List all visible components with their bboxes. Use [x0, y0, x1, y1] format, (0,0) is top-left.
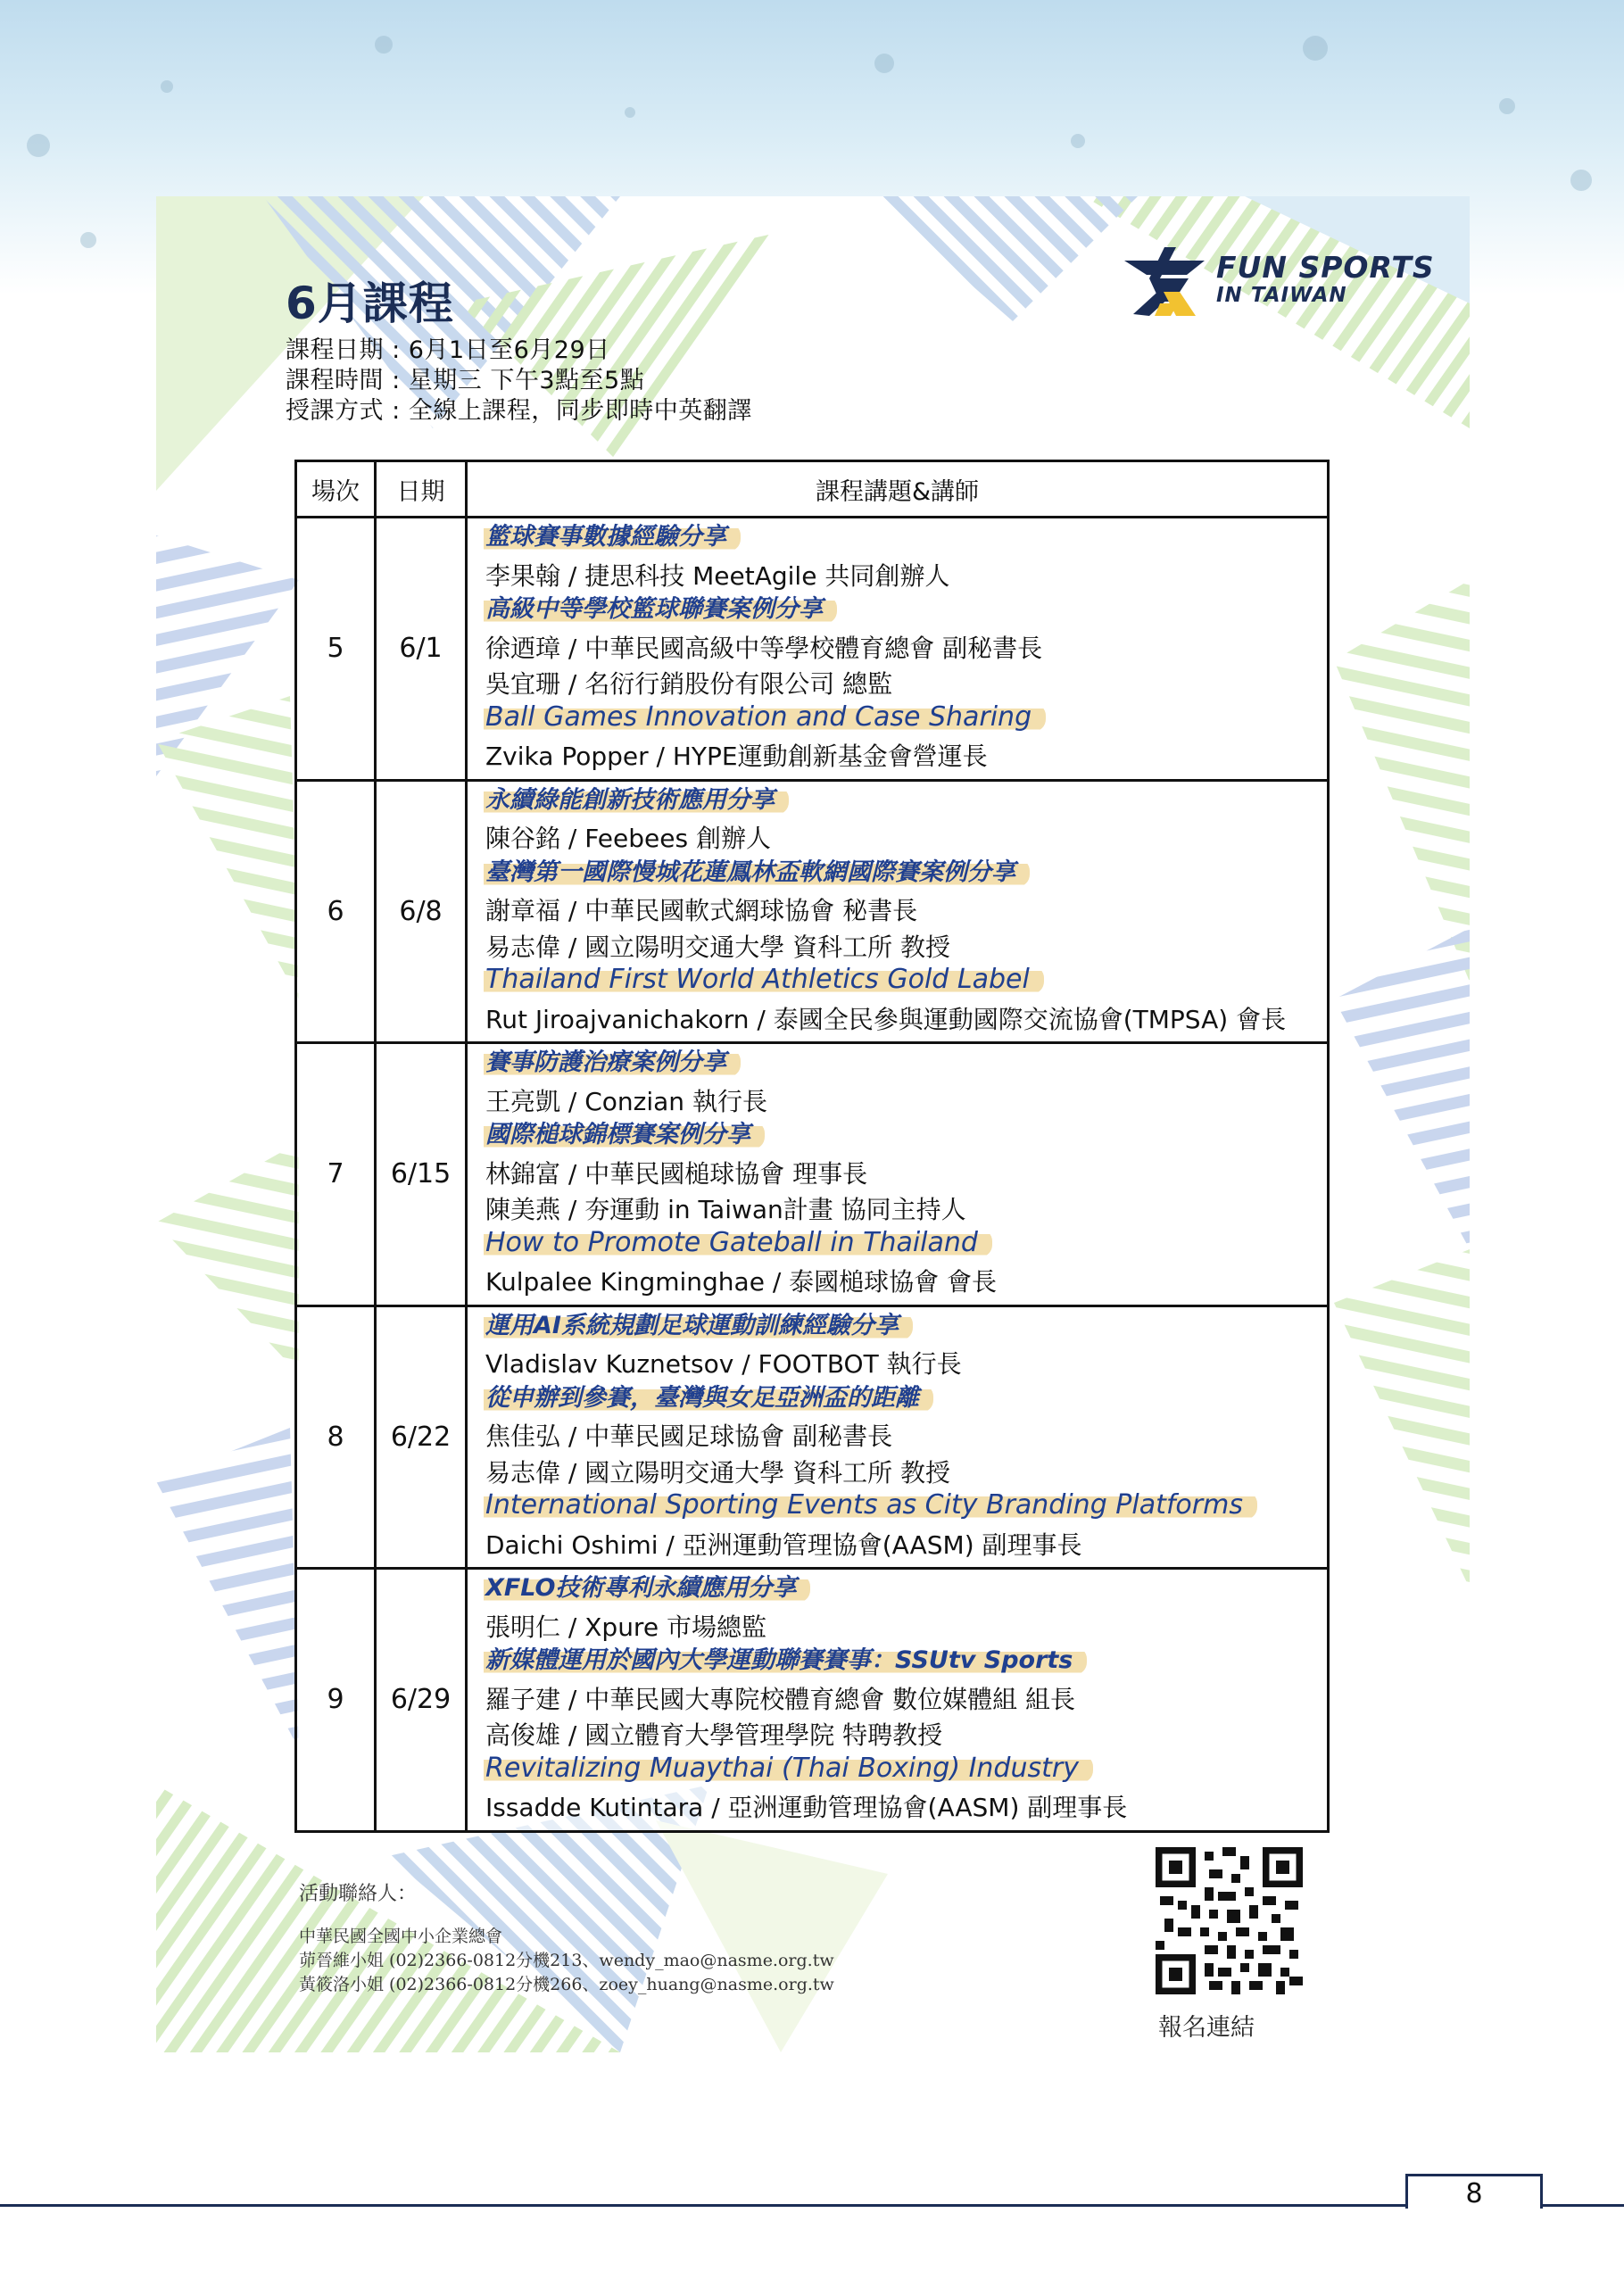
- speaker: 林錦富 / 中華民國槌球協會 理事長: [485, 1158, 868, 1189]
- topic-title-english: International Sporting Events as City Branding Platforms: [484, 1491, 1257, 1520]
- session-date: 6/22: [376, 1305, 467, 1569]
- topic-title-english: Revitalizing Muaythai (Thai Boxing) Industry: [484, 1754, 1093, 1783]
- topic-title: 臺灣第一國際慢城花蓮鳳林盃軟網國際賽案例分享: [484, 858, 1030, 887]
- contact-title: 活動聯絡人：: [299, 1883, 418, 1905]
- speaker: Kulpalee Kingminghae / 泰國槌球協會 會長: [485, 1267, 998, 1297]
- session-date: 6/1: [376, 518, 467, 781]
- topic-title: 賽事防護治療案例分享: [484, 1049, 741, 1077]
- course-date: 課程日期 : 6月1日至6月29日: [286, 336, 610, 364]
- session-topics: [467, 1043, 1329, 1306]
- session-number: 9: [296, 1569, 376, 1832]
- table-row: [296, 780, 1329, 1043]
- topic-title: 永續綠能創新技術應用分享: [484, 786, 789, 815]
- course-time: 課程時間 : 星期三 下午3點至5點: [286, 367, 645, 394]
- session-date: 6/15: [376, 1043, 467, 1306]
- topic-title-english: How to Promote Gateball in Thailand: [484, 1229, 992, 1257]
- logo-line-2: IN TAIWAN: [1216, 284, 1347, 307]
- topic-title: 國際槌球錦標賽案例分享: [484, 1121, 765, 1149]
- header-topics: 課程講題&講師: [467, 461, 1329, 518]
- speaker: 吳宜珊 / 名衍行銷股份有限公司 總監: [485, 669, 893, 699]
- header-date: 日期: [376, 461, 467, 518]
- contact-organization: 中華民國全國中小企業總會: [299, 1927, 503, 1946]
- topic-title: 運用AI系統規劃足球運動訓練經驗分享: [484, 1312, 913, 1340]
- qr-code-icon[interactable]: [1156, 1847, 1303, 1994]
- speaker: 焦佳弘 / 中華民國足球協會 副秘書長: [485, 1422, 893, 1451]
- footer-line: [0, 2204, 1624, 2207]
- speaker: Vladislav Kuznetsov / FOOTBOT 執行長: [485, 1349, 962, 1379]
- session-number: 5: [296, 518, 376, 781]
- session-topics: [467, 1569, 1329, 1832]
- speaker: Issadde Kutintara / 亞洲運動管理協會(AASM) 副理事長: [485, 1793, 1128, 1822]
- speaker: 張明仁 / Xpure 市場總監: [485, 1612, 766, 1642]
- course-format: 授課方式 : 全線上課程，同步即時中英翻譯: [286, 397, 752, 425]
- topic-title: XFLO技術專利永續應用分享: [484, 1574, 810, 1603]
- topic-title-english: Ball Games Innovation and Case Sharing: [484, 703, 1046, 732]
- speaker: 陳美燕 / 夯運動 in Taiwan計畫 協同主持人: [485, 1195, 966, 1224]
- header-session: 場次: [296, 461, 376, 518]
- contact-person: 茆晉維小姐 (02)2366-0812分機213、wendy_mao@nasme.org.tw: [299, 1951, 834, 1970]
- session-number: 8: [296, 1305, 376, 1569]
- topic-title: 高級中等學校籃球聯賽案例分享: [484, 595, 837, 624]
- speaker: 羅子建 / 中華民國大專院校體育總會 數位媒體組 組長: [485, 1684, 1076, 1714]
- table-header-row: [296, 461, 1329, 518]
- speaker: 謝章福 / 中華民國軟式網球協會 秘書長: [485, 896, 918, 925]
- page-number: 8: [1405, 2174, 1543, 2209]
- session-date: 6/8: [376, 780, 467, 1043]
- session-topics: [467, 518, 1329, 781]
- speaker: Daichi Oshimi / 亞洲運動管理協會(AASM) 副理事長: [485, 1529, 1082, 1560]
- table-row: [296, 518, 1329, 781]
- contact-person: 黃筱洛小姐 (02)2366-0812分機266、zoey_huang@nasme.org.tw: [299, 1975, 834, 1994]
- table-row: [296, 1043, 1329, 1306]
- speaker: Rut Jiroajvanichakorn / 泰國全民參與運動國際交流協會(TMPSA) 會長: [485, 1004, 1287, 1034]
- session-number: 6: [296, 780, 376, 1043]
- speaker: 易志偉 / 國立陽明交通大學 資科工所 教授: [485, 932, 951, 962]
- schedule-table: [294, 460, 1330, 1833]
- page-title: 6月課程: [286, 278, 454, 329]
- page-panel: [156, 196, 1470, 2052]
- speaker: 陳谷銘 / Feebees 創辦人: [485, 824, 771, 853]
- speaker: 高俊雄 / 國立體育大學管理學院 特聘教授: [485, 1720, 943, 1750]
- topic-title: 籃球賽事數據經驗分享: [484, 523, 741, 551]
- logo-line-1: FUN SPORTS: [1216, 250, 1435, 285]
- topic-title-english: Thailand First World Athletics Gold Label: [484, 966, 1044, 994]
- session-topics: [467, 1305, 1329, 1569]
- speaker: 徐迺璋 / 中華民國高級中等學校體育總會 副秘書長: [485, 633, 1043, 663]
- speaker: 李果翰 / 捷思科技 MeetAgile 共同創辦人: [485, 560, 950, 591]
- session-topics: [467, 780, 1329, 1043]
- topic-title: 新媒體運用於國內大學運動聯賽賽事：SSUtv Sports: [484, 1646, 1087, 1675]
- topic-title: 從申辦到參賽，臺灣與女足亞洲盃的距離: [484, 1384, 933, 1413]
- session-date: 6/29: [376, 1569, 467, 1832]
- speaker: 王亮凱 / Conzian 執行長: [485, 1086, 767, 1116]
- speaker: Zvika Popper / HYPE運動創新基金會營運長: [485, 742, 988, 771]
- session-number: 7: [296, 1043, 376, 1306]
- table-row: [296, 1305, 1329, 1569]
- qr-caption: 報名連結: [1158, 2014, 1255, 2042]
- table-row: [296, 1569, 1329, 1832]
- speaker: 易志偉 / 國立陽明交通大學 資科工所 教授: [485, 1457, 951, 1488]
